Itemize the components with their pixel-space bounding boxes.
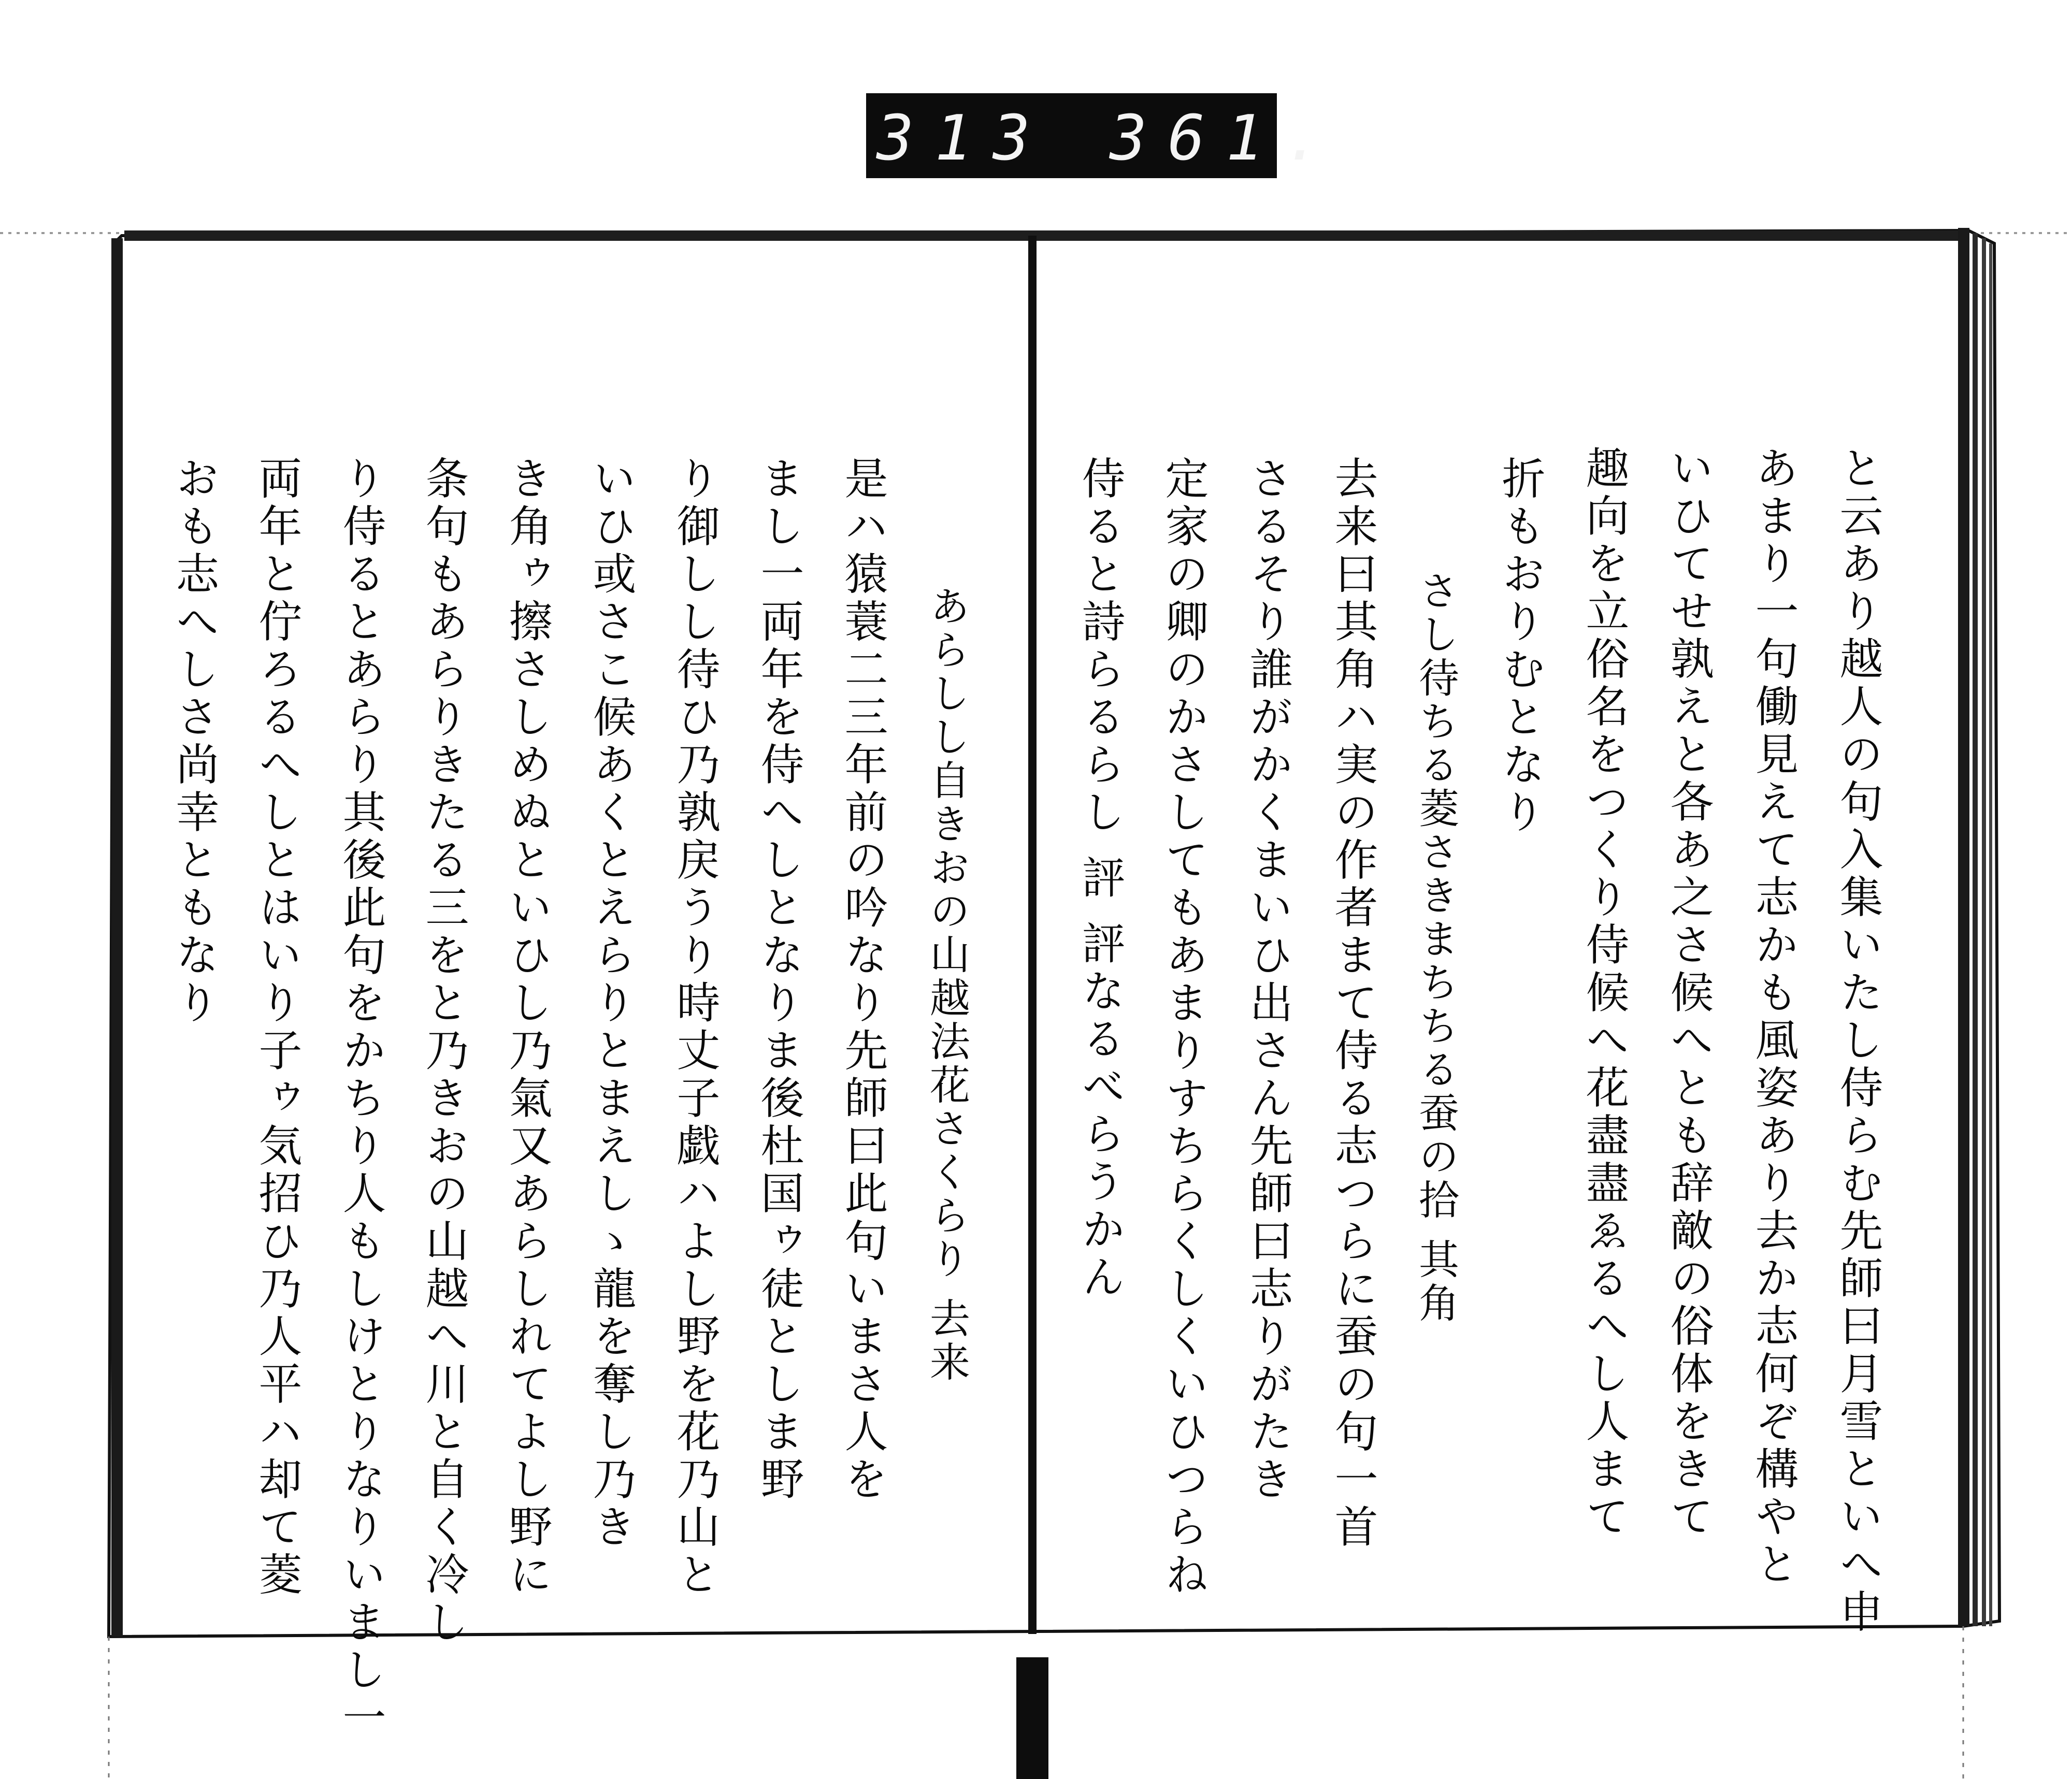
left-page-line: き角ゥ擦さしめぬといひし乃氣又あらしれてよし野に: [502, 456, 553, 1599]
right-leaf-edge-4: [1989, 243, 1992, 1626]
gutter-tab: [1016, 1657, 1048, 1779]
label-left-number: 313: [876, 103, 1051, 175]
right-page-line: さるそり誰がかくまいひ出さん先師曰志りがたき: [1243, 456, 1293, 1504]
right-page-line: さし待ちる菱さきまちちる蚕の拾 其角: [1412, 570, 1459, 1325]
top-cover-edge: [124, 230, 1968, 241]
left-page-line: まし一両年を侍へしとなりま後杜国ゥ徒としま野: [754, 456, 804, 1504]
left-page-line: り御しし待ひ乃孰戻うり時丈子戯ハよし野を花乃山と: [670, 456, 721, 1599]
center-gutter: [1028, 236, 1037, 1634]
right-page-line: 趣向を立俗名をつくり侍候へ花盡盡ゑるへし人まて: [1579, 445, 1630, 1541]
left-page-line: おも志へしさ尚幸ともなり: [169, 456, 220, 1028]
right-page-line: 折もおりむとなり: [1495, 456, 1546, 837]
left-page-line: あらしし自きおの山越法花さくらり 去来: [923, 585, 970, 1384]
right-leaf-edge-2: [1973, 233, 1978, 1626]
left-cover-edge: [111, 238, 123, 1637]
right-leaf-edge-3: [1982, 238, 1986, 1626]
archive-number-label: [866, 93, 1342, 178]
right-page-line: 定家の卿のかさしてもあまりすちらくしくいひつらね: [1158, 456, 1209, 1599]
right-page-line: 侍ると詩らるらし 評 評なるべらうかん: [1075, 456, 1126, 1302]
left-page-line: り侍るとあらり其後此句をかちり人もしけとりなりいまし一: [336, 456, 386, 1742]
left-page-line: 条句もあらりきたる三をと乃きおの山越へ川と自く冷し: [419, 456, 469, 1647]
left-page-line: いひ或さこ候あくとえらりとまえしゝ龍を奪し乃き: [586, 456, 637, 1552]
right-page-line: と云あり越人の句入集いたし侍らむ先師曰月雪といへ申: [1833, 445, 1883, 1637]
label-right-number: 361.: [1110, 103, 1342, 175]
right-leaf-edge-1: [1958, 228, 1969, 1626]
right-page-line: いひてせ孰えと各あ之さ候へとも辞敵の俗体をきて: [1663, 445, 1714, 1541]
left-page-line: 両年と佇ろるへしとはいり子ゥ気招ひ乃人平ハ却て菱: [252, 456, 303, 1599]
right-page-line: 去来曰其角ハ実の作者まて侍る志つらに蚕の句一首: [1328, 456, 1378, 1552]
right-page-line: あまり一句働見えて志かも風姿あり去か志何ぞ構やと: [1748, 445, 1799, 1589]
left-page-line: 是ハ猿蓑二三年前の吟なり先師曰此句いまさ人を: [838, 456, 888, 1504]
